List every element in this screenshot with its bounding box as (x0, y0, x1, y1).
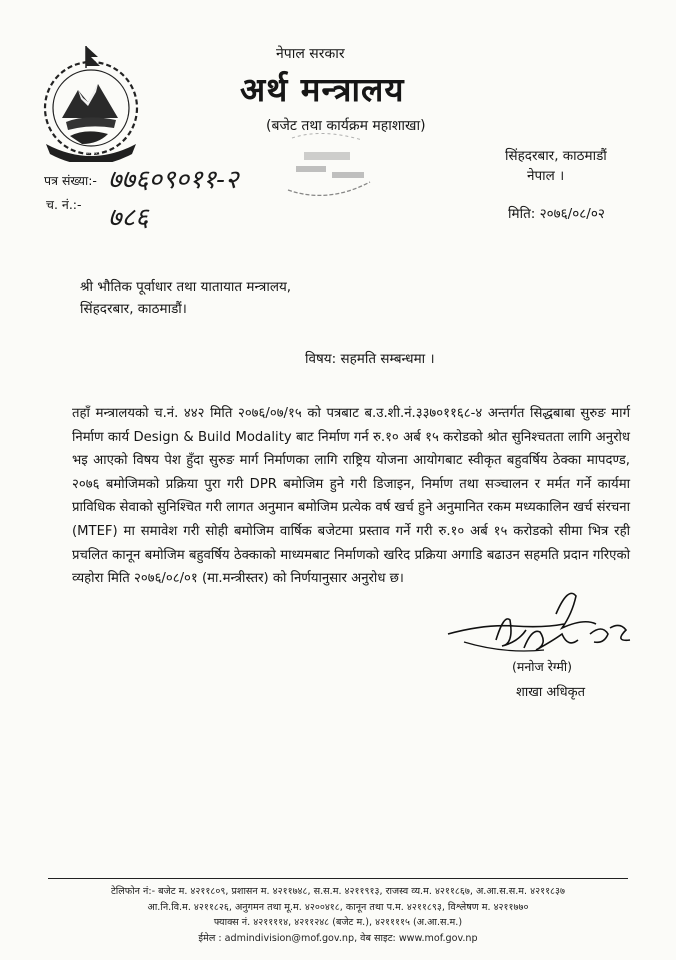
letter-number-label: पत्र संख्या:- (44, 173, 97, 188)
letter-subject: विषय: सहमति सम्बन्धमा । (305, 351, 435, 367)
dispatch-number-label: च. नं.:- (46, 197, 82, 212)
ministry-title: अर्थ मन्त्रालय (240, 70, 405, 109)
footer-phone-line-2: आ.नि.वि.म. ४२११८२६, अनुगमन तथा मू.म. ४२००४१८, कानून तथा प.म. ४२११८९३, विश्लेषण म. ४२११७७० (147, 901, 529, 913)
signer-title: शाखा अधिकृत (516, 685, 586, 700)
nepal-coat-of-arms-icon (36, 44, 146, 162)
division-name: (बजेट तथा कार्यक्रम महाशाखा) (266, 118, 426, 134)
recipient-line-1: श्री भौतिक पूर्वाधार तथा यातायात मन्त्रालय, (80, 279, 292, 295)
footer-contact (48, 884, 628, 946)
letter-body: तहाँ मन्त्रालयको च.नं. ४४२ मिति २०७६/०७/१५ को पत्रबाट ब.उ.शी.नं.३३७०११६८-४ अन्तर्गत सिद्धबाबा सुरुङ मार्ग निर्माण कार्य Design & Build Modality बाट निर्माण गर्न रु.१० अर्ब १५ करोडको श्रोत सुनिश्चतता लागि अनुरोध भइ आएको विषय पेश हुँदा सुरुङ मार्ग निर्माणका लागि राष्ट्रिय योजना आयोगबाट स्वीकृत बहुवर्षिय ठेक्का मापदण्ड, २०७६ बमोजिमको प्रक्रिया पुरा गरी DPR बमोजिम हुने गरी डिजाइन, निर्माण तथा सञ्चालन र मर्मत गर्ने कार्यमा प्राविधिक सेवाको सुनिश्चित गरी लागत अनुमान बमोजिम प्रत्येक वर्ष खर्च हुने अनुमानित रकम मध्यकालिन खर्च संरचना (MTEF) मा समावेश गरी सोही बमोजिम वार्षिक बजेटमा प्रस्ताव गर्ने गरी रु.१० अर्ब १५ करोडको सीमा भित्र रही प्रचलित कानून बमोजिम बहुवर्षिय ठेक्काको माध्यमबाट निर्माणको खरिद प्रक्रिया अगाडि बढाउन सहमति प्रदान गरिएको व्यहोरा मिति २०७६/०८/०१ (मा.मन्त्रीस्तर) को निर्णयानुसार अनुरोध छ। (72, 406, 630, 587)
address-line-2: नेपाल । (527, 168, 565, 184)
signer-name: (मनोज रेग्मी) (512, 659, 572, 674)
footer-email-web: ईमेल : admindivision@mof.gov.np, वेब साइट: www.mof.gov.np (198, 932, 478, 944)
letter-date: मिति: २०७६/०८/०२ (508, 206, 605, 222)
government-name: नेपाल सरकार (276, 46, 345, 62)
recipient-line-2: सिंहदरबार, काठमाडौं। (80, 301, 187, 317)
coat-of-arms-emblem (36, 44, 146, 162)
office-stamp (282, 130, 374, 196)
svg-text:··· ···: ··· ··· (84, 151, 98, 158)
office-stamp-icon (282, 130, 374, 196)
dispatch-number-value: ७८६ (108, 203, 149, 233)
footer-divider (48, 878, 628, 879)
footer-phone-line-1: टेलिफोन नं:- बजेट म. ४२११८०९, प्रशासन म. ४२११७४८, स.स.म. ४२११९१३, राजस्व व्य.म. ४२११८६७, अ.आ.स.स.म. ४२११८३७ (110, 886, 566, 897)
letter-number-value: ७७६०९०११-२ (108, 165, 239, 195)
address-line-1: सिंहदरबार, काठमाडौं (505, 148, 607, 164)
footer-fax-line: फ्याक्स नं. ४२११११४, ४२११२४८ (बजेट म.), ४२११११५ (अ.आ.स.म.) (213, 917, 463, 929)
